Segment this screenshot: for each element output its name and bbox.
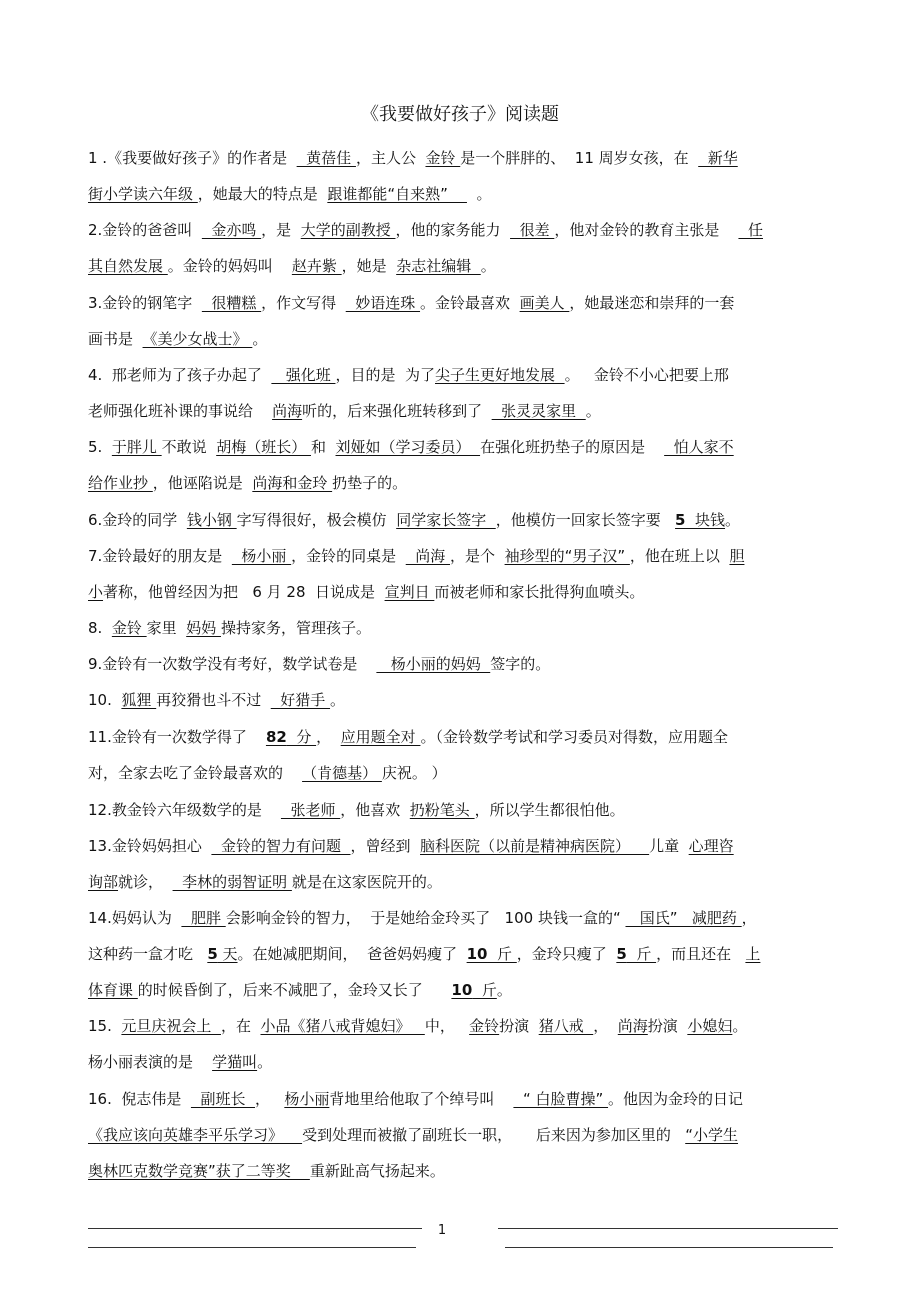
answer-text: 元旦庆祝会上 (121, 1017, 221, 1035)
question-line (88, 176, 832, 212)
question-line (88, 719, 832, 755)
answer-text: 心理咨 (688, 837, 734, 855)
question-text: 。 (496, 981, 512, 999)
answer-text: 5 (616, 945, 627, 963)
footer-rule-right-bottom (505, 1247, 833, 1248)
question-text: 8. (88, 619, 112, 637)
question-text: ，作文写得 (261, 294, 346, 312)
question-text: 老师强化班补课的事说给 (88, 402, 273, 420)
question-line (88, 936, 832, 972)
question-text: ，所以学生都很怕他。 (474, 801, 625, 819)
answer-text: 杨小丽的妈妈 (376, 655, 491, 673)
answer-text: 金铃 (469, 1017, 500, 1035)
question-text: 和 (310, 438, 336, 456)
answer-text: 10 (451, 981, 473, 999)
answer-text: 尖子生更好地发展 (435, 366, 565, 384)
question-1 (88, 140, 832, 212)
question-text: ，他喜欢 (340, 801, 410, 819)
question-text: ，他模仿一回家长签字要 (495, 511, 676, 529)
answer-text: 斤 (487, 945, 517, 963)
question-text: 扮演 (647, 1017, 688, 1035)
answer-text: 5 (207, 945, 218, 963)
question-text: ，他对金铃的教育主张是 (554, 221, 739, 239)
answer-text: 新华 (698, 149, 738, 167)
answer-text: 斤 (626, 945, 657, 963)
answer-text: 其自然发展 (88, 257, 168, 275)
question-10 (88, 682, 832, 718)
answer-text: 脑科医院（以前是精神病医院） (420, 837, 650, 855)
question-text: 。（金铃数学考试和学习委员对得数，应用题全 (420, 728, 728, 746)
answer-text: 尚海 (617, 1017, 648, 1035)
question-text: 扔垫子的。 (332, 474, 408, 492)
question-text: 著称，他曾经因为把 6 月 28 日说成是 (103, 583, 385, 601)
question-text: 11.金铃有一次数学得了 (88, 728, 266, 746)
answer-text: 国氏” 减肥药 (625, 909, 742, 927)
question-text: 7.金铃最好的朋友是 (88, 547, 232, 565)
question-line (88, 502, 832, 538)
question-line (88, 357, 832, 393)
answer-text: 大学的副教授 (300, 221, 396, 239)
question-line (88, 900, 832, 936)
question-text: 签字的。 (490, 655, 551, 673)
question-text: 操持家务，管理孩子。 (220, 619, 371, 637)
answer-text: 钱小钢 (186, 511, 237, 529)
answer-text: 于胖儿 (111, 438, 162, 456)
question-line (88, 972, 832, 1008)
answer-text: 很糟糕 (201, 294, 262, 312)
question-line (88, 429, 832, 465)
question-line (88, 828, 832, 864)
question-text: 。他因为金玲的日记 (608, 1090, 744, 1108)
question-text: 13.金铃妈妈担心 (88, 837, 212, 855)
question-line (88, 1117, 832, 1153)
answer-text: 学猫叫 (212, 1053, 258, 1071)
answer-text: 尚海和金玲 (252, 474, 333, 492)
question-line (88, 393, 832, 429)
question-text: ，而且还在 (656, 945, 746, 963)
answer-text: 天 (217, 945, 238, 963)
page-number: 1 (437, 1223, 447, 1238)
question-text: 。 (585, 402, 601, 420)
question-text: ，他的家务能力 (395, 221, 511, 239)
question-text: ， (741, 909, 757, 927)
answer-text: 金铃 (111, 619, 147, 637)
question-text: 对，全家去吃了金铃最喜欢的 (88, 764, 303, 782)
question-text: 在强化班扔垫子的原因是 (480, 438, 665, 456)
question-text: ，在 (220, 1017, 261, 1035)
question-text: 受到处理而被撤了副班长一职， 后来因为参加区里的 (302, 1126, 686, 1144)
question-text: ，他诬陷说是 (152, 474, 253, 492)
question-text: ，是 (261, 221, 301, 239)
question-text: 听的，后来强化班转移到了 (302, 402, 492, 420)
question-text: 重新趾高气扬起来。 (309, 1162, 445, 1180)
question-text: 扮演 (499, 1017, 539, 1035)
answer-text: 张老师 (280, 801, 341, 819)
question-line (88, 1008, 832, 1044)
answer-text: 金亦鸣 (201, 221, 262, 239)
answer-text: 82 (265, 728, 287, 746)
question-text: 。金铃的妈妈叫 (167, 257, 292, 275)
answer-text: 杨小丽 (231, 547, 292, 565)
question-text: 中， (424, 1017, 470, 1035)
question-15 (88, 1008, 832, 1080)
answer-text: 应用题全对 (340, 728, 421, 746)
answer-text: 10 (466, 945, 488, 963)
question-14 (88, 900, 832, 1008)
question-line (88, 1044, 832, 1080)
question-text: 6.金玲的同学 (88, 511, 187, 529)
question-text: ，他在班上以 (629, 547, 730, 565)
answer-text: 给作业抄 (88, 474, 153, 492)
question-text: ， (316, 728, 341, 746)
question-text: 9.金铃有一次数学没有考好，数学试卷是 (88, 655, 377, 673)
question-text: 家里 (146, 619, 187, 637)
question-line (88, 755, 832, 791)
answer-text: 杨小丽 (284, 1090, 330, 1108)
answer-text: 《我应该向英雄李平乐学习》 (88, 1126, 303, 1144)
answer-text: 奥林匹克数学竞赛”获了二等奖 (88, 1162, 310, 1180)
question-line (88, 682, 832, 718)
answer-text: 妈妈 (186, 619, 221, 637)
footer-rule-left-bottom (88, 1247, 416, 1248)
answer-text: 扔粉笔头 (409, 801, 475, 819)
answer-text: 很差 (510, 221, 555, 239)
question-text: ，她是 (341, 257, 397, 275)
answer-text: 《美少女战士》 (142, 330, 253, 348)
question-5 (88, 429, 832, 501)
answer-text: 金铃 (425, 149, 461, 167)
answer-text: 黄蓓佳 (296, 149, 356, 167)
answer-text: 分 (286, 728, 317, 746)
answer-text: 赵卉紫 (291, 257, 342, 275)
question-text: ，金玲只瘦了 (516, 945, 617, 963)
question-text: 杨小丽表演的是 (88, 1053, 213, 1071)
question-text: 。 (725, 511, 741, 529)
question-line (88, 610, 832, 646)
answer-text: 副班长 (190, 1090, 256, 1108)
question-text: 就诊， (118, 873, 173, 891)
question-line (88, 212, 832, 248)
question-9 (88, 646, 832, 682)
answer-text: 李林的弱智证明 (172, 873, 292, 891)
answer-text: 宣判日 (384, 583, 435, 601)
answer-text: 斤 (472, 981, 497, 999)
question-text: 1 .《我要做好孩子》的作者是 (88, 149, 297, 167)
answer-text: 胆 (729, 547, 745, 565)
question-line (88, 321, 832, 357)
answer-text: 体育课 (88, 981, 138, 999)
answer-text: 小媳妇 (687, 1017, 733, 1035)
question-text: ，目的是 为了 (335, 366, 436, 384)
question-16 (88, 1081, 832, 1189)
page-title: 《我要做好孩子》阅读题 (361, 104, 559, 125)
question-text: 4. 邢老师为了孩子办起了 (88, 366, 272, 384)
answer-text: 妙语连珠 (345, 294, 421, 312)
question-line (88, 285, 832, 321)
answer-text: 画美人 (519, 294, 570, 312)
question-text: 会影响金铃的智力， 于是她给金玲买了 100 块钱一盒的“ (225, 909, 626, 927)
answer-text: （肯德基） (302, 764, 382, 782)
question-text: 。 (466, 185, 492, 203)
question-line (88, 538, 832, 574)
answer-text: 好猎手 (270, 691, 331, 709)
question-text: 。 金铃不小心把要上邢 (564, 366, 729, 384)
footer-rule-left-top (88, 1228, 422, 1229)
answer-text: 杂志社编辑 (396, 257, 481, 275)
answer-text: 块钱 (685, 511, 726, 529)
question-text: 而被老师和家长批得狗血喷头。 (434, 583, 645, 601)
question-text: 字写得很好，极会模仿 (236, 511, 397, 529)
question-text: ， (255, 1090, 285, 1108)
answer-text: “小学生 (685, 1126, 739, 1144)
question-text: 的时候昏倒了，后来不减肥了，金玲又长了 (137, 981, 452, 999)
question-text: 背地里给他取了个绰号叫 (329, 1090, 514, 1108)
question-text: 。在她减肥期间， 爸爸妈妈瘦了 (237, 945, 467, 963)
question-line (88, 864, 832, 900)
question-text: 。 (257, 1053, 273, 1071)
question-line (88, 248, 832, 284)
footer-rule-right-top (498, 1228, 838, 1229)
question-text: 12.教金铃六年级数学的是 (88, 801, 281, 819)
answer-text: 刘娅如（学习委员） (335, 438, 481, 456)
answer-text: 猪八戒 (538, 1017, 594, 1035)
question-11 (88, 719, 832, 791)
question-text: 14.妈妈认为 (88, 909, 182, 927)
question-text: 再狡猾也斗不过 (156, 691, 271, 709)
question-text: ，她最大的特点是 (197, 185, 328, 203)
answer-text: 小品《猪八戒背媳妇》 (260, 1017, 425, 1035)
answer-text: 怕人家不 (664, 438, 734, 456)
question-4 (88, 357, 832, 429)
question-text: 。 (330, 691, 346, 709)
answer-text: 街小学读六年级 (88, 185, 198, 203)
question-12 (88, 792, 832, 828)
answer-text: 任 (738, 221, 763, 239)
answer-text: 同学家长签字 (396, 511, 496, 529)
answer-text: 袖珍型的“男子汉” (504, 547, 630, 565)
answer-text: 尚海 (272, 402, 303, 420)
question-3 (88, 285, 832, 357)
question-line (88, 574, 832, 610)
question-line (88, 792, 832, 828)
question-text: 。 (732, 1017, 748, 1035)
question-text: ，金铃的同桌是 (291, 547, 406, 565)
answer-text: 肥胖 (181, 909, 226, 927)
question-text: 15. (88, 1017, 122, 1035)
answer-text: 5 (675, 511, 686, 529)
answer-text: 询部 (88, 873, 119, 891)
question-line (88, 140, 832, 176)
question-text: 庆祝。 ） (381, 764, 447, 782)
answer-text: 上 (745, 945, 761, 963)
question-text: ，她最迷恋和崇拜的一套 (569, 294, 735, 312)
question-text: 10. (88, 691, 122, 709)
question-text: ，曾经到 (350, 837, 421, 855)
question-6 (88, 502, 832, 538)
question-text: 。金铃最喜欢 (420, 294, 520, 312)
answer-text: 胡梅（班长） (216, 438, 311, 456)
question-text: 不敢说 (161, 438, 217, 456)
question-line (88, 1081, 832, 1117)
question-text: 3.金铃的钢笔字 (88, 294, 202, 312)
question-text: ，是个 (450, 547, 505, 565)
question-text: 。 (480, 257, 496, 275)
question-text: 儿童 (649, 837, 689, 855)
question-text: 画书是 (88, 330, 143, 348)
answer-text: “ 白脸曹操” (513, 1090, 609, 1108)
question-line (88, 646, 832, 682)
question-13 (88, 828, 832, 900)
question-line (88, 465, 832, 501)
question-text: 这种药一盒才吃 (88, 945, 208, 963)
answer-text: 狐狸 (121, 691, 157, 709)
question-2 (88, 212, 832, 284)
question-text: 。 (252, 330, 268, 348)
question-8 (88, 610, 832, 646)
question-line (88, 1153, 832, 1189)
question-text: 是一个胖胖的、 11 周岁女孩，在 (460, 149, 699, 167)
question-text: 就是在这家医院开的。 (291, 873, 442, 891)
question-text: 16. 倪志伟是 (88, 1090, 191, 1108)
question-text: ，主人公 (355, 149, 426, 167)
answer-text: 跟谁都能“自来熟” (327, 185, 467, 203)
answer-text: 金铃的智力有问题 (211, 837, 351, 855)
answer-text: 小 (88, 583, 104, 601)
question-7 (88, 538, 832, 610)
question-text: 2.金铃的爸爸叫 (88, 221, 202, 239)
answer-text: 张灵灵家里 (491, 402, 586, 420)
question-text: ， (593, 1017, 618, 1035)
question-text: 5. (88, 438, 112, 456)
answer-text: 强化班 (271, 366, 336, 384)
answer-text: 尚海 (405, 547, 451, 565)
